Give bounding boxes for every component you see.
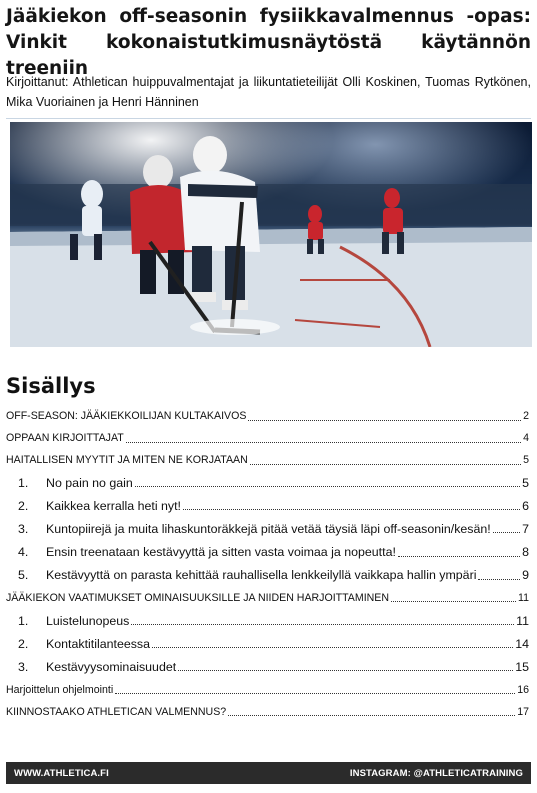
toc-entry-authors[interactable]	[6, 427, 529, 449]
toc-subentry-skating-speed[interactable]	[6, 609, 529, 632]
footer-website-link[interactable]: WWW.ATHLETICA.FI	[14, 767, 109, 779]
toc-entry-label: Luistelunopeus	[46, 613, 130, 628]
toc-entry-label: HAITALLISEN MYYTIT JA MITEN NE KORJATAAN	[6, 454, 248, 466]
toc-subentry-endurance-first[interactable]	[6, 541, 529, 564]
toc-entry-programming[interactable]	[6, 679, 529, 701]
toc-entry-page: 9	[522, 568, 529, 583]
toc-entry-page: 6	[522, 498, 529, 513]
footer-instagram-link[interactable]: INSTAGRAM: @ATHLETICATRAINING	[349, 767, 523, 779]
toc-entry-page: 11	[516, 613, 529, 628]
toc-entry-label: Kuntopiirejä ja muita lihaskuntoräkkejä pitää vetää täysiä läpi off-seasonin/kesän!	[46, 521, 491, 536]
toc-entry-requirements[interactable]	[6, 587, 529, 609]
toc-leader-dots	[126, 442, 521, 443]
toc-entry-label: Kestävyyttä on parasta kehittää rauhallisella lenkkeilyllä vaikkapa hallin ympäri	[46, 568, 477, 583]
toc-leader-dots	[391, 601, 516, 602]
toc-heading: Sisällys	[6, 374, 96, 398]
toc-leader-dots	[398, 556, 520, 557]
authors-line: Kirjoittanut: Athletican huippuvalmentajat ja liikuntatieteilijät Olli Koskinen, Tuomas Rytkönen, Mika Vuoriainen ja Henri Hänninen	[6, 75, 531, 109]
toc-entry-off-season[interactable]	[6, 405, 529, 427]
toc-entry-page: 2	[523, 410, 529, 422]
toc-leader-dots	[135, 486, 520, 487]
toc-subentry-endurance[interactable]	[6, 655, 529, 678]
toc-entry-label: JÄÄKIEKON VAATIMUKSET OMINAISUUKSILLE JA NIIDEN HARJOITTAMINEN	[6, 591, 390, 604]
toc-entry-label: OFF-SEASON: JÄÄKIEKKOILIJAN KULTAKAIVOS	[6, 410, 247, 422]
toc-subentry-circuits[interactable]	[6, 517, 529, 540]
toc-entry-number: 1.	[18, 475, 29, 490]
page-footer	[6, 762, 531, 784]
toc-leader-dots	[178, 670, 513, 671]
toc-entry-label: KIINNOSTAAKO ATHLETICAN VALMENNUS?	[6, 705, 227, 718]
toc-entry-page: 7	[522, 521, 529, 536]
toc-entry-page: 14	[515, 636, 529, 651]
toc-entry-label: Harjoittelun ohjelmointi	[6, 683, 114, 696]
toc-leader-dots	[115, 693, 515, 694]
toc-entry-page: 11	[518, 591, 529, 604]
toc-leader-dots	[493, 532, 520, 533]
toc-entry-page: 4	[523, 432, 529, 444]
toc-leader-dots	[152, 647, 513, 648]
toc-entry-label: Kestävyysominaisuudet	[46, 659, 177, 674]
toc-subentry-jogging[interactable]	[6, 564, 529, 587]
toc-entry-number: 1.	[18, 613, 29, 628]
toc-entry-label: Kontaktitilanteessa	[46, 636, 151, 651]
toc-entry-label: No pain no gain	[46, 475, 133, 490]
toc-leader-dots	[131, 624, 514, 625]
toc-entry-number: 4.	[18, 545, 29, 560]
toc-entry-page: 16	[517, 683, 529, 696]
toc-entry-number: 3.	[18, 521, 29, 536]
document-title: Jääkiekon off-seasonin fysiikkavalmennus -opas: Vinkit kokonaistutkimusnäytöstä käytännön treeniin	[6, 6, 531, 79]
toc-entry-label: Kaikkea kerralla heti nyt!	[46, 498, 181, 513]
toc-entry-myths[interactable]	[6, 449, 529, 471]
toc-leader-dots	[183, 509, 520, 510]
toc-entry-number: 2.	[18, 498, 29, 513]
toc-entry-label: OPPAAN KIRJOITTAJAT	[6, 432, 124, 444]
toc-entry-label: Ensin treenataan kestävyyttä ja sitten vasta voimaa ja nopeutta!	[46, 545, 396, 560]
toc-entry-number: 2.	[18, 636, 29, 651]
toc-leader-dots	[248, 420, 521, 421]
toc-entry-number: 5.	[18, 568, 29, 583]
toc-leader-dots	[478, 579, 520, 580]
toc-entry-page: 5	[523, 454, 529, 466]
toc-leader-dots	[228, 715, 515, 716]
toc-entry-page: 5	[522, 475, 529, 490]
toc-leader-dots	[250, 464, 521, 465]
hero-image	[10, 122, 532, 347]
toc-subentry-all-at-once[interactable]	[6, 494, 529, 517]
toc-entry-coaching[interactable]	[6, 701, 529, 723]
toc-subentry-no-pain[interactable]	[6, 471, 529, 494]
table-of-contents	[6, 405, 529, 723]
toc-entry-page: 8	[522, 545, 529, 560]
toc-entry-number: 3.	[18, 659, 29, 674]
toc-entry-page: 15	[515, 659, 529, 674]
header-divider	[6, 118, 531, 119]
toc-subentry-contact[interactable]	[6, 632, 529, 655]
toc-entry-page: 17	[517, 705, 529, 718]
